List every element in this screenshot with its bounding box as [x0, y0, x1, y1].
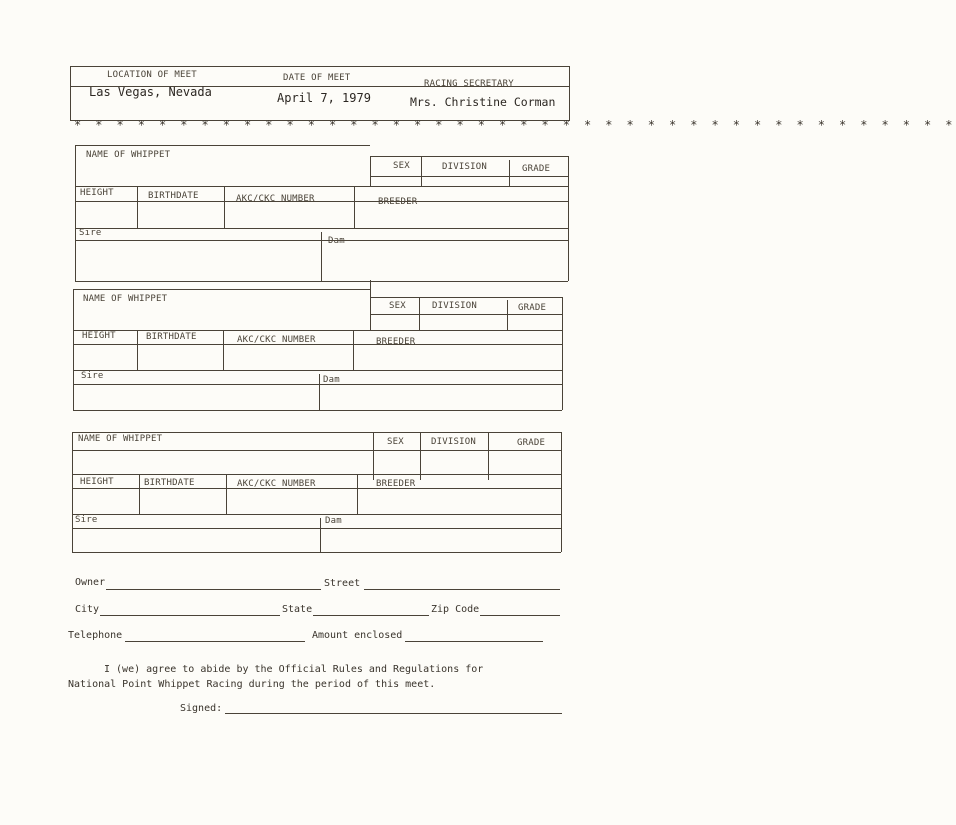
- signed-label: Signed:: [180, 703, 223, 714]
- breeder-label: BREEDER: [376, 479, 416, 489]
- sire-label: Sire: [81, 371, 104, 381]
- amount-label: Amount enclosed: [312, 630, 403, 641]
- date-label: DATE OF MEET: [283, 73, 351, 83]
- grade-label: GRADE: [522, 164, 551, 174]
- sire-label: Sire: [79, 228, 102, 238]
- dam-label: Dam: [328, 236, 345, 246]
- owner-label: Owner: [75, 577, 106, 588]
- city-field[interactable]: [100, 615, 280, 616]
- location-value: Las Vegas, Nevada: [89, 85, 212, 99]
- sex-label: SEX: [393, 161, 410, 171]
- telephone-field[interactable]: [125, 641, 305, 642]
- height-label: HEIGHT: [82, 331, 116, 341]
- date-value: April 7, 1979: [277, 91, 371, 105]
- akc-number-label: AKC/CKC NUMBER: [236, 194, 315, 204]
- birthdate-label: BIRTHDATE: [146, 332, 197, 342]
- name-label: NAME OF WHIPPET: [83, 294, 168, 304]
- agreement-line-1: I (we) agree to abide by the Official Rules and Regulations for: [104, 664, 484, 675]
- name-label: NAME OF WHIPPET: [78, 434, 163, 444]
- division-label: DIVISION: [432, 301, 477, 311]
- division-label: DIVISION: [442, 162, 487, 172]
- dam-label: Dam: [325, 516, 342, 526]
- name-label: NAME OF WHIPPET: [86, 150, 171, 160]
- state-field[interactable]: [313, 615, 429, 616]
- star-divider: * * * * * * * * * * * * * * * * * * * * * * * * * * * * * * * * * * * * * * * * * *: [74, 118, 956, 132]
- dam-label: Dam: [323, 375, 340, 385]
- street-label: Street: [324, 578, 361, 589]
- secretary-label: RACING SECRETARY: [424, 79, 514, 89]
- grade-label: GRADE: [517, 438, 546, 448]
- height-label: HEIGHT: [80, 188, 114, 198]
- sire-label: Sire: [75, 515, 98, 525]
- birthdate-label: BIRTHDATE: [144, 478, 195, 488]
- state-label: State: [282, 604, 313, 615]
- amount-field[interactable]: [405, 641, 543, 642]
- agreement-line-2: National Point Whippet Racing during the period of this meet.: [68, 679, 436, 690]
- breeder-label: BREEDER: [376, 337, 416, 347]
- zip-field[interactable]: [480, 615, 560, 616]
- telephone-label: Telephone: [68, 630, 123, 641]
- akc-number-label: AKC/CKC NUMBER: [237, 479, 316, 489]
- zip-label: Zip Code: [431, 604, 480, 615]
- division-label: DIVISION: [431, 437, 476, 447]
- height-label: HEIGHT: [80, 477, 114, 487]
- birthdate-label: BIRTHDATE: [148, 191, 199, 201]
- akc-number-label: AKC/CKC NUMBER: [237, 335, 316, 345]
- signature-field[interactable]: [225, 713, 562, 714]
- city-label: City: [75, 604, 100, 615]
- grade-label: GRADE: [518, 303, 547, 313]
- sex-label: SEX: [387, 437, 404, 447]
- owner-field[interactable]: [106, 589, 321, 590]
- sex-label: SEX: [389, 301, 406, 311]
- breeder-label: BREEDER: [378, 197, 418, 207]
- secretary-value: Mrs. Christine Corman: [410, 95, 556, 109]
- location-label: LOCATION OF MEET: [107, 70, 197, 80]
- street-field[interactable]: [364, 589, 560, 590]
